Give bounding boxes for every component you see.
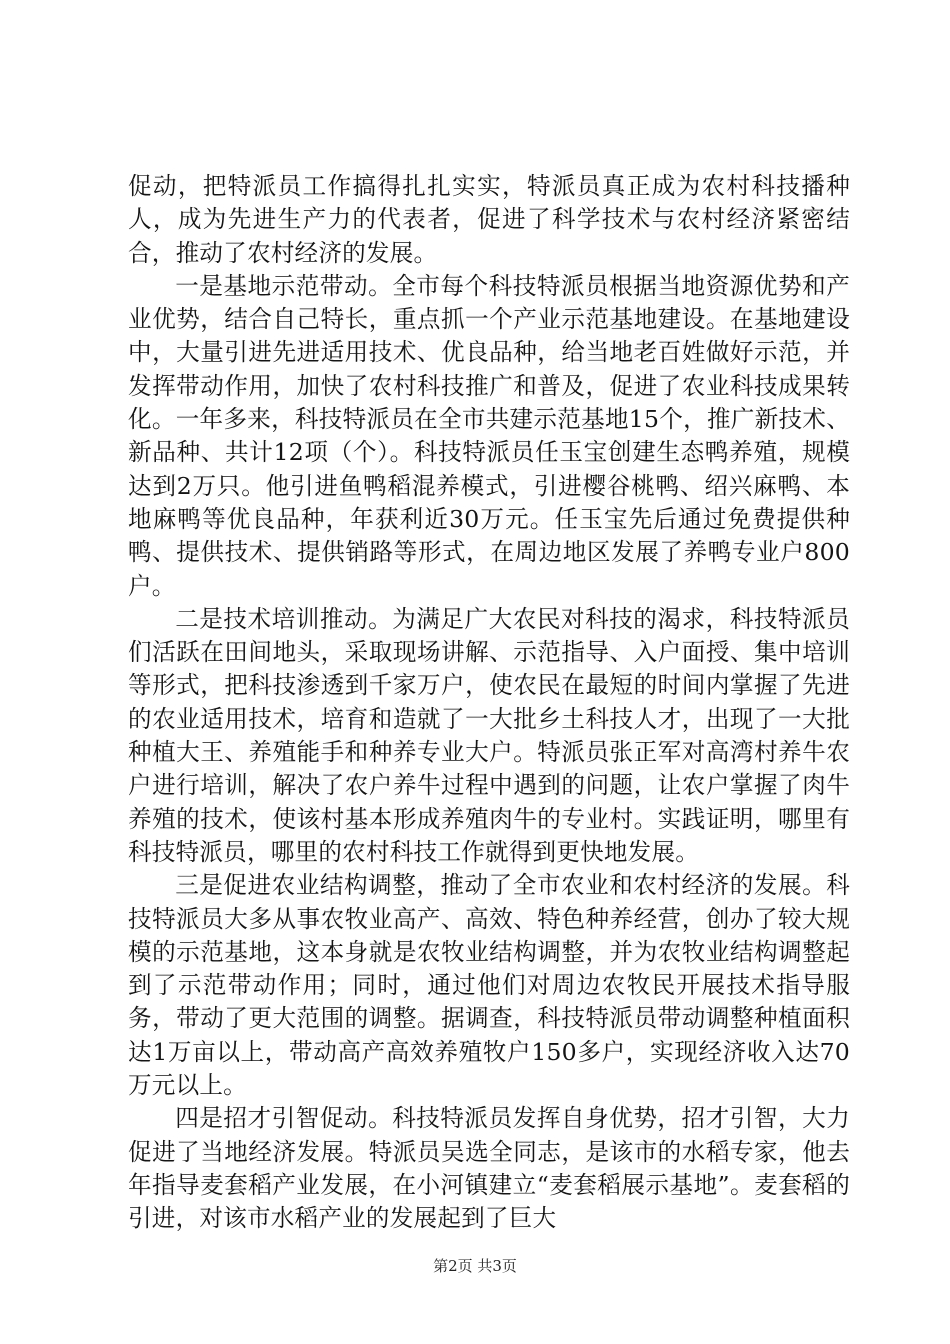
paragraph-structure-adjustment: 三是促进农业结构调整，推动了全市农业和农村经济的发展。科技特派员大多从事农牧业高产、高效、特色种养经营，创办了较大规模的示范基地，这本身就是农牧业结构调整，并为农牧业结构调整起到了示范带动作用；同时，通过他们对周边农牧民开展技术指导服务，带动了更大范围的调整。据调查，科技特派员带动调整种植面积达1万亩以上，带动高产高效养殖牧户150多户，实现经济收入达70万元以上。: [128, 871, 850, 1100]
paragraph-technical-training: 二是技术培训推动。为满足广大农民对科技的渴求，科技特派员们活跃在田间地头，采取现场讲解、示范指导、入户面授、集中培训等形式，把科技渗透到千家万户，使农民在最短的时间内掌握了先进的农业适用技术，培育和造就了一大批乡土科技人才，出现了一大批种植大王、养殖能手和种养专业大户。特派员张正军对高湾村养牛农户进行培训，解决了农户养牛过程中遇到的问题，让农户掌握了肉牛养殖的技术，使该村基本形成养殖肉牛的专业村。实践证明，哪里有科技特派员，哪里的农村科技工作就得到更快地发展。: [128, 604, 850, 866]
page-number-footer: 第2页 共3页: [433, 1257, 517, 1275]
paragraph-base-demonstration: 一是基地示范带动。全市每个科技特派员根据当地资源优势和产业优势，结合自己特长，重点抓一个产业示范基地建设。在基地建设中，大量引进先进适用技术、优良品种，给当地老百姓做好示范，并发挥带动作用，加快了农村科技推广和普及，促进了农业科技成果转化。一年多来，科技特派员在全市共建示范基地15个，推广新技术、新品种、共计12项（个）。科技特派员任玉宝创建生态鸭养殖，规模达到2万只。他引进鱼鸭稻混养模式，引进樱谷桃鸭、绍兴麻鸭、本地麻鸭等优良品种，年获利近30万元。任玉宝先后通过免费提供种鸭、提供技术、提供销路等形式，在周边地区发展了养鸭专业户800户。: [128, 271, 850, 600]
paragraph-continuation: 促动，把特派员工作搞得扎扎实实，特派员真正成为农村科技播种人，成为先进生产力的代表者，促进了科学技术与农村经济紧密结合，推动了农村经济的发展。: [128, 172, 850, 267]
paragraph-talent-introduction: 四是招才引智促动。科技特派员发挥自身优势，招才引智，大力促进了当地经济发展。特派员吴选全同志，是该市的水稻专家，他去年指导麦套稻产业发展，在小河镇建立“麦套稻展示基地”。麦套稻的引进，对该市水稻产业的发展起到了巨大: [128, 1104, 850, 1233]
document-body: [128, 170, 850, 1236]
